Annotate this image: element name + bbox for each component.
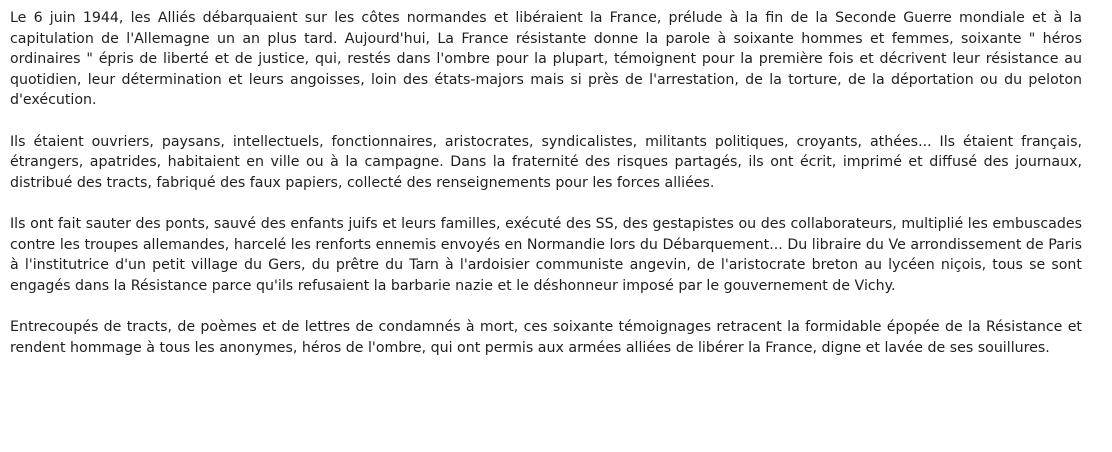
paragraph-3: Ils ont fait sauter des ponts, sauvé des enfants juifs et leurs familles, exécuté des SS, des gestapistes ou des collaborateurs, multiplié les embuscades contre les troupes allemandes, harcelé les renforts ennemis envoyés en Normandie lors du Débarquement... Du libraire du Ve arrondissement de Paris à l'institutrice d'un petit village du Gers, du prêtre du Tarn à l'ardoisier communiste angevin, de l'aristocrate breton au lycéen niçois, tous se sont engagés dans la Résistance parce qu'ils refusaient la barbarie nazie et le déshonneur imposé par le gouvernement de Vichy. <box>10 215 1082 294</box>
paragraph-4: Entrecoupés de tracts, de poèmes et de lettres de condamnés à mort, ces soixante témoignages retracent la formidable épopée de la Résistance et rendent hommage à tous les anonymes, héros de l'ombre, qui ont permis aux armées alliées de libérer la France, digne et lavée de ses souillures. <box>10 318 1082 356</box>
paragraph-2: Ils étaient ouvriers, paysans, intellectuels, fonctionnaires, aristocrates, syndicalistes, militants politiques, croyants, athées... Ils étaient français, étrangers, apatrides, habitaient en ville ou à la campagne. Dans la fraternité des risques partagés, ils ont écrit, imprimé et diffusé des journaux, distribué des tracts, fabriqué des faux papiers, collecté des renseignements pour les forces alliées. <box>10 133 1082 191</box>
paragraph-1: Le 6 juin 1944, les Alliés débarquaient sur les côtes normandes et libéraient la France, prélude à la fin de la Seconde Guerre mondiale et à la capitulation de l'Allemagne un an plus tard. Aujourd'hui, La France résistante donne la parole à soixante hommes et femmes, soixante " héros ordinaires " épris de liberté et de justice, qui, restés dans l'ombre pour la plupart, témoignent pour la première fois et décrivent leur résistance au quotidien, leur détermination et leurs angoisses, loin des états-majors mais si près de l'arrestation, de la torture, de la déportation ou du peloton d'exécution. <box>10 10 1082 109</box>
